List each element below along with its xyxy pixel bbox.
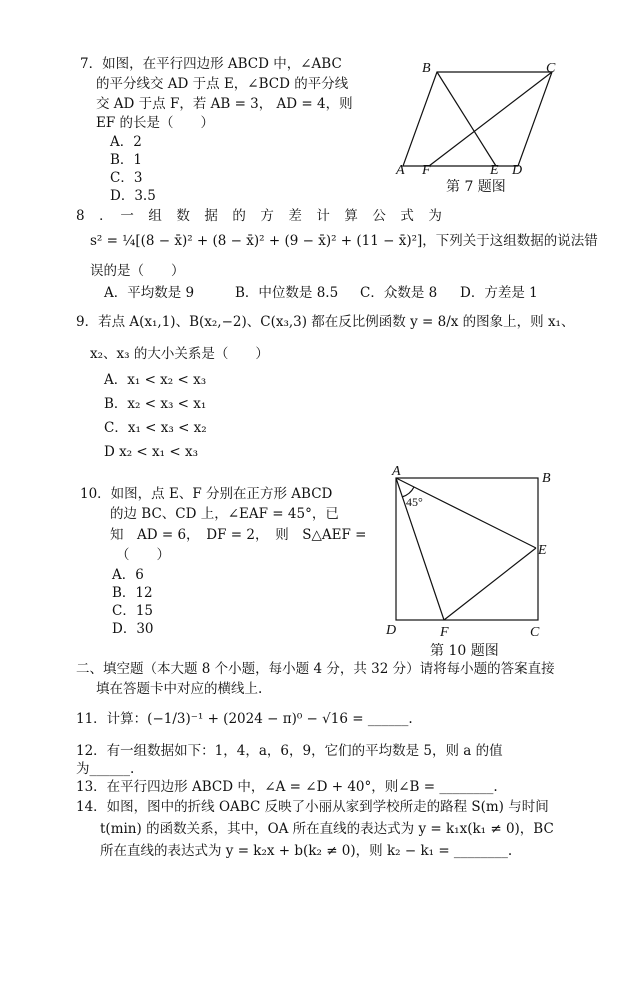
q10-segment-ef bbox=[444, 548, 536, 620]
q10-option-a: A．6 bbox=[112, 567, 144, 583]
q10-segment-ae bbox=[396, 478, 536, 548]
q10-caption: 第 10 题图 bbox=[430, 643, 499, 659]
q10-line-3: 知 AD = 6， DF = 2， 则 S△AEF = bbox=[110, 527, 367, 543]
q10-line-1: 10．如图，点 E、F 分别在正方形 ABCD bbox=[80, 486, 333, 502]
section2-line-1: 二、填空题（本大题 8 个小题，每小题 4 分，共 32 分）请将每小题的答案直接 bbox=[76, 661, 555, 677]
q7-line-4: EF 的长是（ ） bbox=[96, 115, 215, 131]
q7-option-c: C．3 bbox=[110, 170, 143, 186]
q8-option-c: C．众数是 8 bbox=[360, 285, 438, 301]
section2-line-2: 填在答题卡中对应的横线上. bbox=[96, 681, 263, 697]
q9-line-2: x₂、x₃ 的大小关系是（ ） bbox=[90, 346, 269, 362]
q8-option-b: B．中位数是 8.5 bbox=[235, 285, 339, 301]
q7-figure bbox=[392, 58, 572, 178]
q10-label-d: D bbox=[386, 623, 397, 638]
q12-line-2: 为______. bbox=[76, 761, 135, 777]
q7-line-1: 7．如图，在平行四边形 ABCD 中，∠ABC bbox=[80, 56, 342, 72]
q10-angle-label: 45° bbox=[406, 495, 423, 509]
q7-parallelogram bbox=[403, 72, 552, 166]
q10-label-a: A bbox=[392, 464, 401, 479]
q8-line-2: s² = ¼[(8 − x̄)² + (8 − x̄)² + (9 − x̄)² + (11 − x̄)²]，下列关于这组数据的说法错 bbox=[90, 233, 598, 249]
q7-bisector-be bbox=[437, 72, 496, 166]
q12-line-1: 12．有一组数据如下：1，4，a，6，9，它们的平均数是 5，则 a 的值 bbox=[76, 743, 503, 759]
q7-label-f: F bbox=[422, 163, 431, 178]
q7-line-2: 的平分线交 AD 于点 E，∠BCD 的平分线 bbox=[96, 76, 349, 92]
q7-label-e: E bbox=[490, 163, 499, 178]
q10-line-4: （ ） bbox=[116, 547, 170, 563]
q8-option-d: D．方差是 1 bbox=[460, 285, 538, 301]
q7-option-b: B．1 bbox=[110, 152, 143, 168]
q7-bisector-cf bbox=[429, 72, 552, 166]
q10-option-c: C．15 bbox=[112, 603, 154, 619]
q9-option-b: B．x₂ < x₃ < x₁ bbox=[104, 396, 207, 412]
q8-line-1: 8 ． 一 组 数 据 的 方 差 计 算 公 式 为 bbox=[76, 208, 443, 224]
q7-option-a: A．2 bbox=[110, 134, 142, 150]
q10-figure bbox=[380, 462, 560, 640]
q10-option-b: B．12 bbox=[112, 585, 153, 601]
q9-option-c: C．x₁ < x₃ < x₂ bbox=[104, 420, 207, 436]
q7-label-b: B bbox=[422, 61, 431, 76]
q11-line: 11．计算：(−1/3)⁻¹ + (2024 − π)⁰ − √16 = ______. bbox=[76, 711, 413, 727]
q8-line-3: 误的是（ ） bbox=[90, 263, 185, 279]
q9-option-a: A．x₁ < x₂ < x₃ bbox=[104, 372, 207, 388]
q7-caption: 第 7 题图 bbox=[446, 179, 506, 195]
q9-line-1: 9．若点 A(x₁,1)、B(x₂,−2)、C(x₃,3) 都在反比例函数 y = 8/x 的图象上，则 x₁、 bbox=[76, 314, 575, 330]
q14-line-2: t(min) 的函数关系，其中，OA 所在直线的表达式为 y = k₁x(k₁ ≠ 0)，BC bbox=[100, 821, 554, 837]
q7-label-d: D bbox=[512, 163, 523, 178]
q8-option-a: A．平均数是 9 bbox=[104, 285, 195, 301]
q7-option-d: D．3.5 bbox=[110, 188, 156, 204]
q9-option-d: D x₂ < x₁ < x₃ bbox=[104, 444, 198, 460]
q14-line-3: 所在直线的表达式为 y = k₂x + b(k₂ ≠ 0)，则 k₂ − k₁ = ________. bbox=[100, 843, 513, 859]
q10-label-f: F bbox=[440, 625, 449, 640]
q10-label-c: C bbox=[530, 625, 540, 640]
q10-option-d: D．30 bbox=[112, 621, 154, 637]
q14-line-1: 14．如图，图中的折线 OABC 反映了小丽从家到学校所走的路程 S(m) 与时间 bbox=[76, 799, 549, 815]
q7-line-3: 交 AD 于点 F，若 AB = 3， AD = 4，则 bbox=[96, 96, 353, 112]
q13-line: 13．在平行四边形 ABCD 中，∠A = ∠D + 40°，则∠B = ________. bbox=[76, 779, 498, 795]
q10-label-e: E bbox=[538, 543, 547, 558]
q10-line-2: 的边 BC、CD 上，∠EAF = 45°，已 bbox=[110, 506, 339, 522]
q7-label-c: C bbox=[546, 61, 556, 76]
q10-label-b: B bbox=[542, 471, 551, 486]
q7-label-a: A bbox=[396, 163, 405, 178]
